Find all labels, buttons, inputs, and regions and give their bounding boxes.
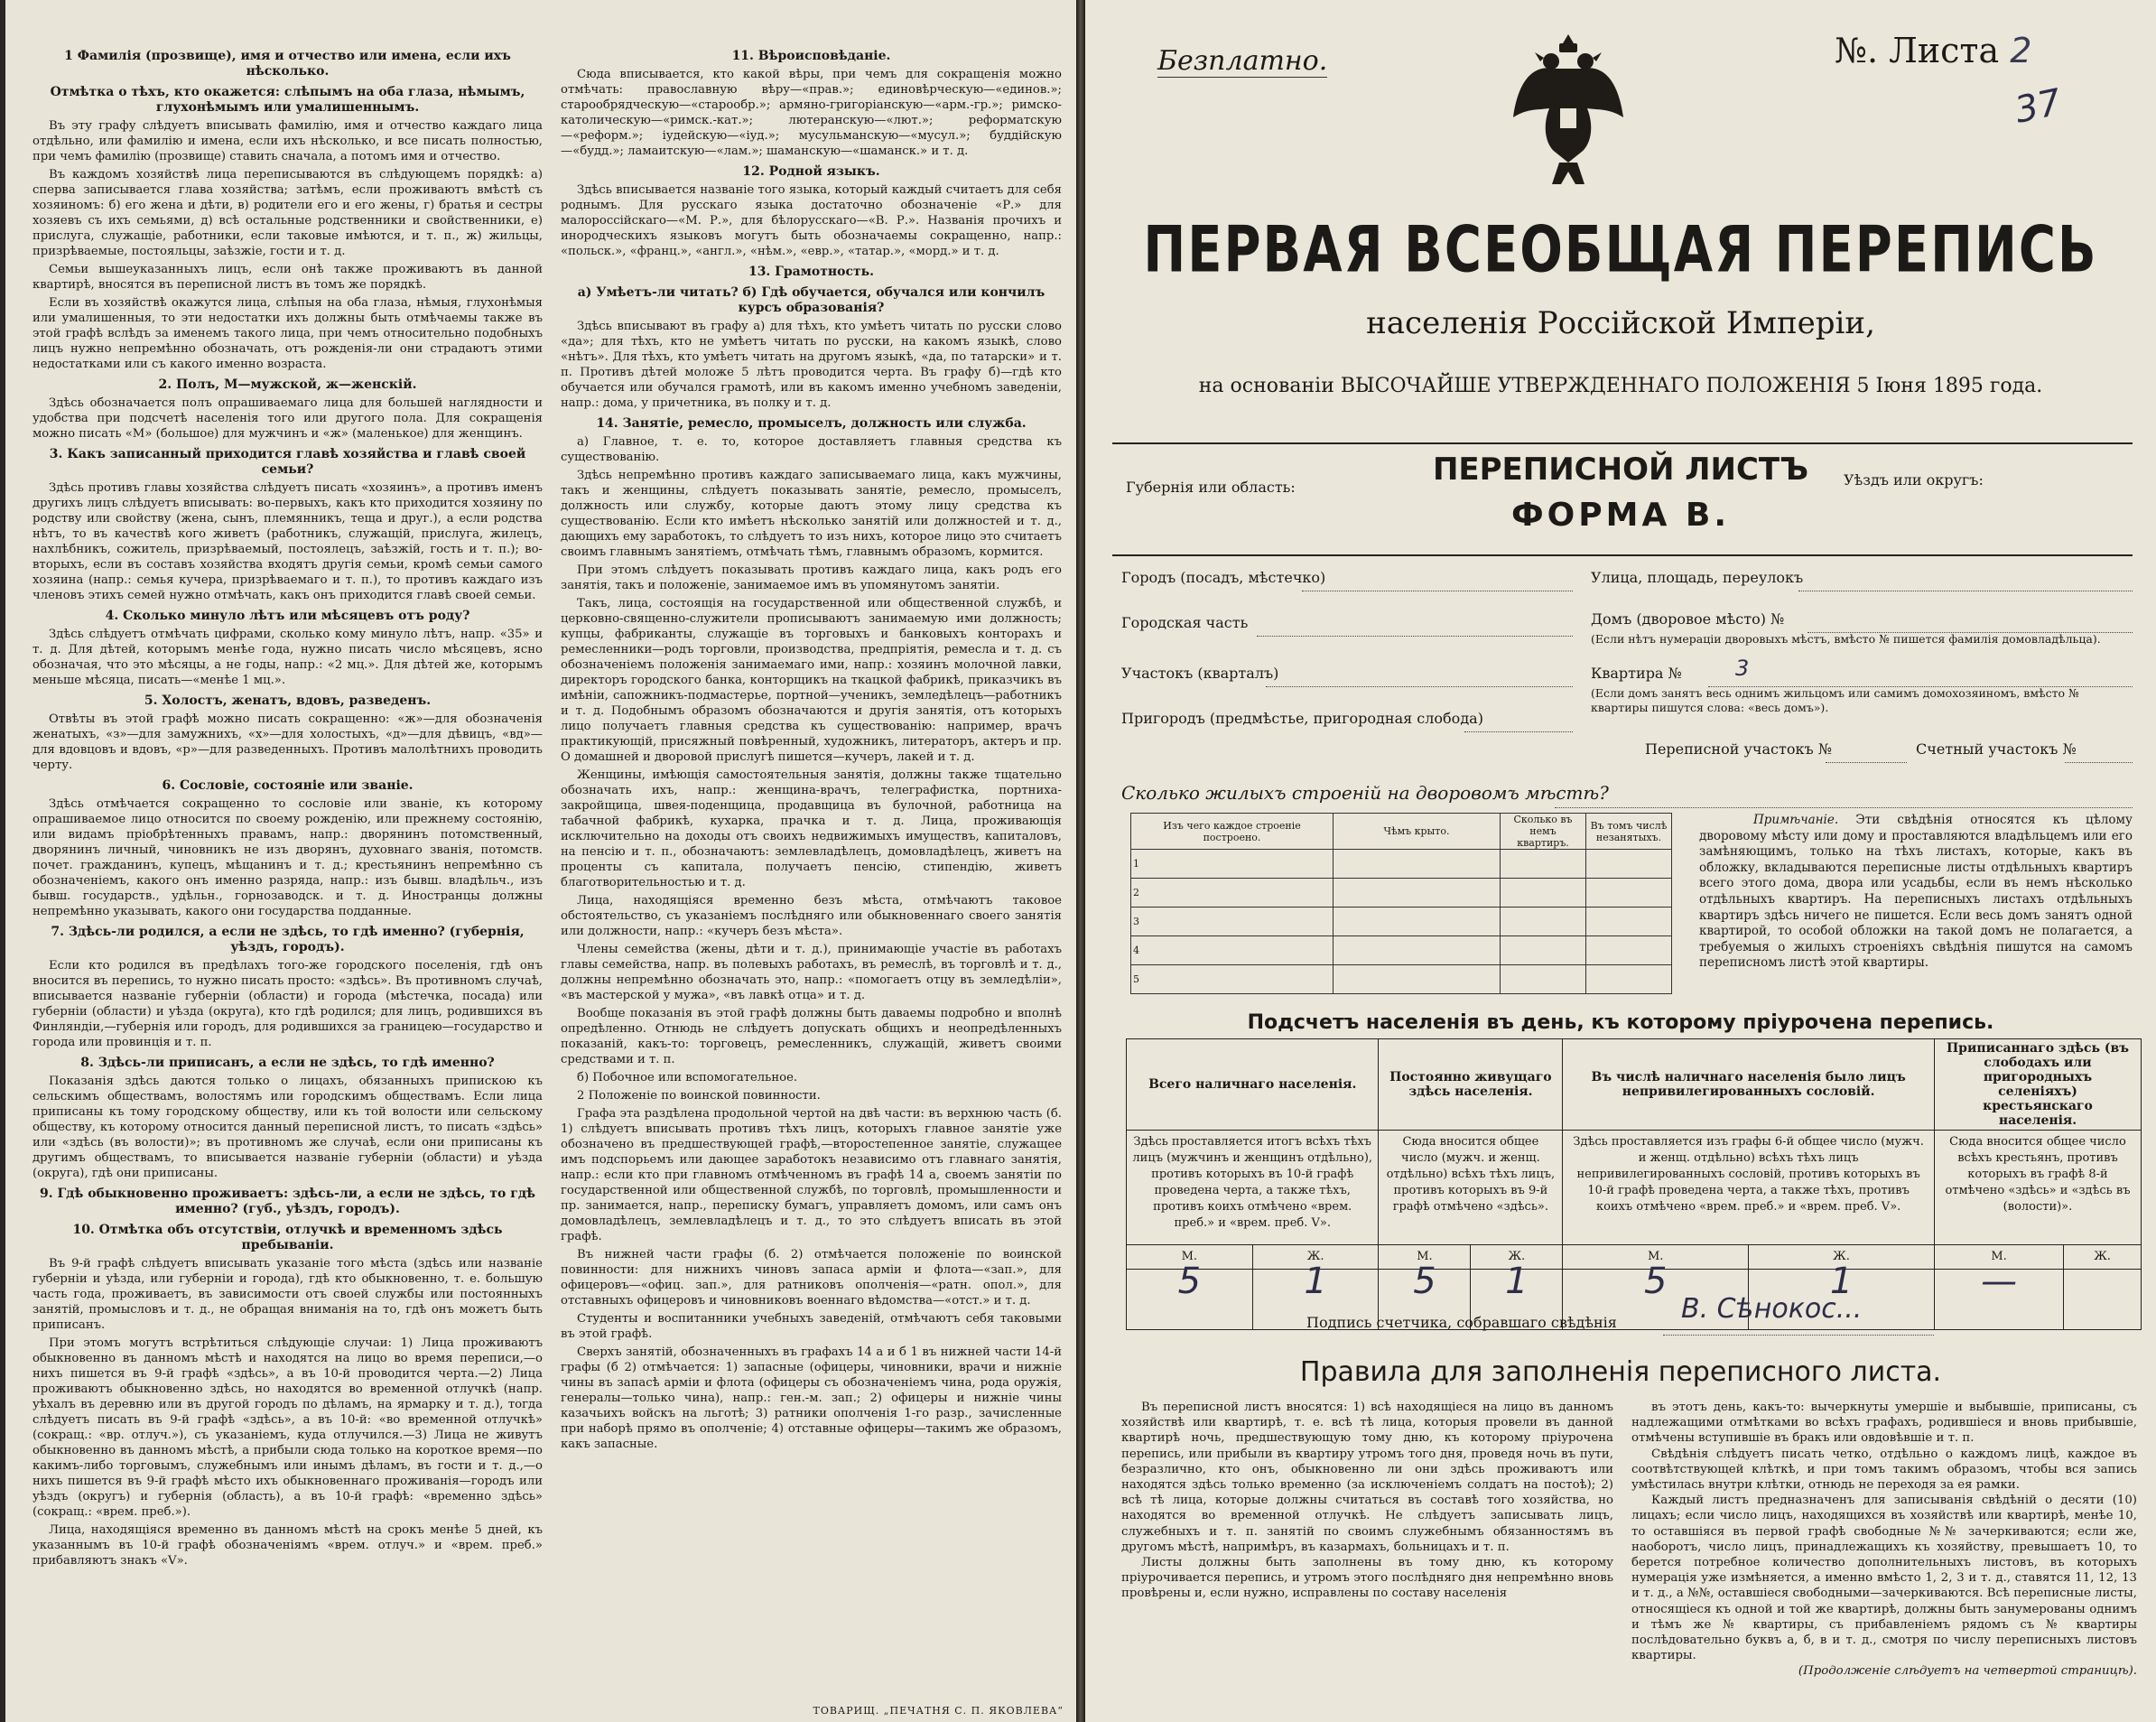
instruction-heading: а) Умѣетъ-ли читать? б) Гдѣ обучается, обучался или кончилъ курсъ образованія? — [577, 285, 1045, 315]
dom-label: Домъ (дворовое мѣсто) № — [1591, 610, 1785, 628]
uchastok-field[interactable] — [1266, 666, 1573, 687]
count-resident-m[interactable]: 5 — [1379, 1270, 1471, 1330]
count-desc: Здѣсь проставляется итогъ всѣхъ тѣхъ лицъ (мужчинъ и женщинъ отдѣльно), противъ которыхъ въ 10-й графѣ проведена черта, а также тѣхъ, противъ коихъ отмѣчено «врем. преб.» и «врем. преб. V». — [1127, 1131, 1379, 1245]
instruction-heading: 4. Сколько минуло лѣтъ или мѣсяцевъ отъ роду? — [105, 609, 470, 623]
buildings-title: Сколько жилыхъ строеній на дворовомъ мѣстѣ? — [1121, 782, 1609, 804]
instruction-paragraph: Здѣсь вписывают въ графу а) для тѣхъ, кто умѣетъ читать по русски слово «да»; для тѣхъ, кто не умѣетъ читать по русски, на какомъ языкѣ, слово «нѣтъ». Для тѣхъ, кто умѣетъ читать на другомъ языкѣ, «да, по татарски» и т. п. Противъ дѣтей моложе 5 лѣтъ проводится черта. Въ графу б)—гдѣ кто обучается или обучался грамотѣ, или въ какомъ именно учебномъ заведеніи, напр.: дома, у причетника, въ полку и т. д. — [561, 320, 1062, 410]
sheet-number-handwritten-2: 37 — [2011, 81, 2066, 132]
row-number: 3 — [1131, 908, 1152, 936]
instruction-paragraph: Въ каждомъ хозяйствѣ лица переписываются въ слѣдующемъ порядкѣ: а) сперва записывается глава хозяйства; затѣмъ, если проживаютъ вмѣстѣ съ хозяиномъ: б) его жена и дѣти, в) родители его и его жены, г) братья и сестры хозяевъ съ ихъ семьями, д) всѣ остальные родственники и свойственники, е) прислуга, служащіе, работники, если таковые имѣются, и т. п., ж) жильцы, призрѣваемые, постояльцы, заѣзжіе, гости и т. д. — [33, 168, 543, 258]
female-label: Ж. — [1252, 1245, 1379, 1270]
uezd-label: Уѣздъ или округъ: — [1844, 471, 1984, 489]
instruction-paragraph: Здѣсь обозначается полъ опрашиваемаго лица для большей наглядности и удобства при подсчетѣ населенія того или другого пола. Для сокращенія можно писать «М» (большое) для мужчинъ и «ж» (маленькое) для женщинъ. — [33, 396, 543, 441]
buildings-line — [1555, 787, 2133, 808]
male-label: М. — [1934, 1245, 2063, 1270]
instruction-paragraph: Сюда вписывается, кто какой вѣры, при чемъ для сокращенія можно отмѣчать: православную вѣру—«прав.»; единовѣрческую—«единов.»; старообрядческую—«старообр.»; армяно-григоріанскую—«арм.-гр.»; римско-католическую—«римск.-кат.»; лютеранскую—«лют.»; реформатскую—«реформ.»; іудейскую—«іуд.»; мусульманскую—«мусул.»; буддійскую—«будд.»; ламаитскую—«лам.»; шаманскую—«шаманск.» и т. д. — [561, 68, 1062, 158]
instruction-paragraph: Здѣсь отмѣчается сокращенно то сословіе или званіе, къ которому опрашиваемое лицо относится по своему рожденію, или прежнему состоянію, или видамъ пріобрѣтенныхъ правамъ, напр.: дворянинъ потомственный, дворянинъ личный, чиновникъ не изъ дворянъ, духовнаго званія, потомств. почет. гражданинъ, купецъ, мѣщанинъ и т. д.; крестьянинъ непремѣнно съ обозначеніемъ, какого онъ именно разряда, напр.: изъ бывш. владѣльч., изъ бывш. государств., удѣльн., горнозаводск. и т. д. Иностранцы должны непремѣнно указывать, какого они государства подданные. — [33, 797, 543, 918]
buildings-col-roof: Чѣмъ крыто. — [1334, 814, 1501, 850]
signature-label: Подпись счетчика, собравшаго свѣдѣнія — [1306, 1314, 1617, 1331]
instruction-heading: 6. Сословіе, состояніе или званіе. — [162, 778, 414, 793]
page-fold — [1076, 0, 1085, 1722]
rules-left-column — [1121, 1400, 1613, 1689]
sheet-number-handwritten: 2 — [2010, 31, 2032, 70]
uchastok-label: Участокъ (кварталъ) — [1121, 665, 1279, 682]
note-label: Примѣчаніе. — [1753, 813, 1839, 827]
count-nonpriv-m[interactable]: 5 — [1563, 1270, 1749, 1330]
count-peasant-m[interactable]: — — [1934, 1270, 2063, 1330]
instruction-paragraph: Студенты и воспитанники учебныхъ заведеній, отмѣчаютъ себя таковыми въ этой графѣ. — [561, 1312, 1062, 1341]
perepisnoy-uchastok-label: Переписной участокъ № — [1645, 740, 1832, 758]
instruction-paragraph: При этомъ могутъ встрѣтиться слѣдующіе случаи: 1) Лица проживаютъ обыкновенно въ данномъ мѣстѣ и находятся на лицо во время переписи,—о нихъ пишется въ 9-й графѣ «здѣсь», а въ 10-й проводится черта.—2) Лица проживаютъ обыкновенно здѣсь, но находятся во временной отлучкѣ (напр. уѣхалъ въ деревню или въ другой городъ по дѣламъ, на ярмарку и т. д.), тогда слѣдуетъ писать въ 9-й графѣ «здѣсь», а въ 10-й: «во временной отлучкѣ» (сокращ.: «вр. отлуч.»), съ указаніемъ, куда отлучился.—3) Лица не живутъ обыкновенно въ данномъ мѣстѣ, а прибыли сюда только на короткое время—по какимъ-либо торговымъ, служебнымъ или инымъ дѣламъ, въ гости и т. д.,—о нихъ пишется въ 9-й графѣ мѣсто ихъ обыкновеннаго проживанія—городъ или уѣздъ (округъ) и губернія (область), а въ 10-й графѣ: «временно здѣсь» (сокращ.: «врем. преб.»). — [33, 1336, 543, 1519]
instruction-paragraph: Здѣсь слѣдуетъ отмѣчать цифрами, сколько кому минуло лѣтъ, напр. «35» и т. д. Для дѣтей, которымъ менѣе года, нужно писать число мѣсяцевъ, ясно обозначая, что это мѣсяцы, а не годы, напр.: «2 мц.». Для дѣтей же, которымъ меньше мѣсяца, писать—«менѣе 1 мц.». — [33, 628, 543, 687]
form-subtitle: ФОРМА В. — [1510, 497, 1731, 534]
table-row — [1131, 850, 1672, 879]
rules-paragraph: Каждый листъ предназначенъ для записыванія свѣдѣній о десяти (10) лицахъ; если число лицъ, находящихся въ хозяйствѣ или квартирѣ, менѣе 10, то оставшіяся въ первой графѣ свободные №№ зачеркиваются; если же, наоборотъ, число лицъ, принадлежащихъ къ хозяйству, превышаетъ 10, то берется потребное количество дополнительныхъ листовъ, въ которыхъ нумерація уже измѣняется, а именно вмѣсто 1, 2, 3 и т. д., ставятся 11, 12, 13 и т. д., а №№, оставшіеся свободными—зачеркиваются. Всѣ переписные листы, относящіеся къ одной и той же квартирѣ, должны быть занумерованы однимъ и тѣмъ же № квартиры, съ прибавленіемъ рядомъ съ № квартиры послѣдовательно буквъ а, б, в и т. д., смотря по числу переписныхъ листовъ квартиры. — [1631, 1494, 2137, 1663]
gorodskaya-chast-label: Городская часть — [1121, 614, 1249, 631]
female-label: Ж. — [2064, 1245, 2142, 1270]
table-row — [1131, 965, 1672, 994]
instruction-heading: 5. Холостъ, женатъ, вдовъ, разведенъ. — [144, 693, 432, 708]
count-col-resident: Постоянно живущаго здѣсь населенія. — [1379, 1039, 1563, 1131]
instruction-heading: 2. Полъ, М—мужской, ж—женскій. — [158, 377, 417, 392]
instruction-paragraph: Въ нижней части графы (б. 2) отмѣчается положеніе по воинской повинности: для нижнихъ чиновъ запаса армiи и флота—«зап.», для офицеровъ—«офиц. зап.», для ратниковъ ополченія—«ратн. опол.», для отставныхъ офицеровъ и чиновниковъ военнаго вѣдомства—«отст.» и т. д. — [561, 1248, 1062, 1308]
female-label: Ж. — [1471, 1245, 1563, 1270]
count-present-f[interactable]: 1 — [1252, 1270, 1379, 1330]
kvartira-field[interactable] — [1708, 666, 2133, 687]
rules-continued: (Продолженіе слѣдуетъ на четвертой страницѣ). — [1798, 1664, 2137, 1679]
instruction-paragraph: Отвѣты въ этой графѣ можно писать сокращенно: «ж»—для обозначенія женатыхъ, «з»—для замужнихъ, «х»—для холостыхъ, «д»—для дѣвицъ, «вд»—для вдовцовъ и вдовъ, «р»—для разведенныхъ. Противъ малолѣтнихъ проводить черту. — [33, 712, 543, 772]
instruction-paragraph: Если въ хозяйствѣ окажутся лица, слѣпыя на оба глаза, нѣмыя, глухонѣмыя или умалишенныя, то эти недостатки ихъ должны быть отмѣчаемы также въ этой графѣ вслѣдъ за именемъ такого лица, при чемъ относительно подобныхъ лицъ нужно непремѣнно обозначать, отъ рожденія-ли они страдаютъ этими недостатками или съ какого именно возраста. — [33, 296, 543, 371]
count-peasant-f[interactable] — [2064, 1270, 2142, 1330]
instruction-paragraph: Въ 9-й графѣ слѣдуетъ вписывать указаніе того мѣста (здѣсь или названіе губерніи и уѣзда, или губерніи и города), гдѣ кто обыкновенно, т. е. большую часть года, проживаетъ, въ зависимости отъ своей службы или постоянныхъ занятій, промысловъ и т. д., не обращая вниманія на то, гдѣ онъ можетъ быть приписанъ. — [33, 1257, 543, 1332]
instruction-paragraph: Вообще показанія въ этой графѣ должны быть даваемы подробно и вполнѣ опредѣленно. Отнюдь не слѣдуетъ допускать общихъ и неопредѣленныхъ показаній, какъ-то: торговецъ, ремесленникъ, служащій, живетъ своими средствами и т. п. — [561, 1007, 1062, 1066]
instruction-paragraph: Здѣсь непремѣнно противъ каждаго записываемаго лица, какъ мужчины, такъ и женщины, слѣдуетъ показывать занятіе, ремесло, промыселъ, должность или службу, которые даютъ этому лицу средства къ существованію. Если кто имѣетъ нѣсколько занятій или должностей и т. д., дающихъ ему заработокъ, то слѣдуетъ то изъ нихъ, которое лицо это считаетъ своимъ главнымъ занятіемъ, отмѣчать тѣмъ, главнымъ образомъ, кормится. — [561, 469, 1062, 559]
count-values-row — [1127, 1270, 2142, 1330]
row-number: 5 — [1131, 965, 1152, 994]
buildings-header — [1131, 814, 1672, 850]
count-desc-row — [1127, 1131, 2142, 1245]
gubernia-label: Губернія или область: — [1126, 479, 1296, 496]
ulica-label: Улица, площадь, переулокъ — [1591, 569, 1804, 586]
double-headed-eagle-emblem — [1510, 27, 1627, 190]
rules-right-column — [1631, 1400, 2137, 1689]
instruction-paragraph: 2 Положеніе по воинской повинности. — [577, 1089, 821, 1103]
instruction-heading: 10. Отмѣтка объ отсутствіи, отлучкѣ и временномъ здѣсь пребываніи. — [72, 1223, 503, 1252]
row-number: 1 — [1131, 850, 1152, 879]
male-label: М. — [1379, 1245, 1471, 1270]
gorodskaya-chast-field[interactable] — [1257, 616, 1573, 637]
instruction-paragraph: Здѣсь вписывается названіе того языка, который каждый считаетъ для себя роднымъ. Для русскаго языка достаточно обозначеніе «Р.» для малороссійскаго—«М. Р.», для бѣлорусскаго—«В. Р.». Названія прочихъ и инородческихъ языковъ могутъ быть обозначаемы сокращенно, напр.: «польск.», «франц.», «англ.», «нѣм.», «евр.», «татар.», «морд.» и т. д. — [561, 183, 1062, 258]
instruction-heading: 9. Гдѣ обыкновенно проживаетъ: здѣсь-ли, а если не здѣсь, то гдѣ именно? (губ., уѣздъ, городъ). — [39, 1187, 535, 1216]
prigorod-field[interactable] — [1464, 712, 1573, 732]
kvartira-label: Квартира № — [1591, 665, 1682, 682]
instruction-heading: 14. Занятіе, ремесло, промыселъ, должность или служба. — [596, 416, 1027, 431]
buildings-col-material: Изъ чего каждое строеніе построено. — [1131, 814, 1334, 850]
dom-field[interactable] — [1808, 612, 2133, 633]
instruction-paragraph: Члены семейства (жены, дѣти и т. д.), принимающіе участіе въ работахъ главы семейства, напр. въ полевыхъ работахъ, въ ремеслѣ, въ торговлѣ и т. д., должны непремѣнно обозначать это, напр.: «помогаетъ отцу въ земледѣліи», «въ мастерской у мужа», «въ лавкѣ отца» и т. д. — [561, 943, 1062, 1002]
instructions-column-2 — [561, 43, 1062, 1696]
male-label: М. — [1563, 1245, 1749, 1270]
prigorod-label: Пригородъ (предмѣстье, пригородная слобода) — [1121, 710, 1483, 727]
gorod-label: Городъ (посадъ, мѣстечко) — [1121, 569, 1326, 586]
female-label: Ж. — [1749, 1245, 1935, 1270]
male-label: М. — [1127, 1245, 1253, 1270]
instruction-heading: 12. Родной языкъ. — [742, 164, 880, 179]
instruction-paragraph: Женщины, имѣющія самостоятельныя занятія, должны также тщательно обозначать ихъ, напр.: женщина-врачъ, телеграфистка, портниха-закройщица, швея-поденщица, продавщица въ булочной, работница на табачной фабрикѣ, кухарка, прачка и т. д. Лица, проживающія исключительно на доходы отъ своихъ недвижимыхъ имуществъ, капиталовъ, на пенсію и т. п., обозначаютъ: землевладѣлецъ, домовладѣлецъ, живетъ на проценты съ капитала, получаетъ пенсію, стипендію, живетъ благотворительностью и т. д. — [561, 768, 1062, 889]
rules-paragraph: въ этотъ день, какъ-то: вычеркнуты умершіе и выбывшіе, приписаны, съ надлежащими отмѣтками во всѣхъ графахъ, родившіеся и вновь прибывшіе, отмѣчены вступившіе въ бракъ или овдовѣвшіе и т. п. — [1631, 1401, 2137, 1446]
table-row — [1131, 936, 1672, 965]
instruction-paragraph: При этомъ слѣдуетъ показывать противъ каждаго лица, какъ родъ его занятія, такъ и положеніе, занимаемое имъ въ упомянутомъ занятіи. — [561, 563, 1062, 592]
form-title: ПЕРЕПИСНОЙ ЛИСТЪ — [1432, 451, 1809, 488]
instruction-paragraph: Такъ, лица, состоящія на государственной или общественной службѣ, и церковно-священно-служители прописываютъ занимаемую ими должность; купцы, фабриканты, служащіе въ торговыхъ и банковыхъ конторахъ и ремесленники—родъ торговли, производства, предпріятія, ремесла и т. д. съ обозначеніемъ положенія занимаемаго ими, напр.: хозяинъ молочной лавки, директоръ городского банка, конторщикъ на ткацкой фабрикѣ, приказчикъ въ имѣніи, сапожникъ-подмастерье, портной—ученикъ, земледѣлецъ—работникъ и т. д. Подобнымъ образомъ обозначаются и другія занятія, отъ которыхъ лицо получаетъ главныя средства къ существованію: например, врачъ практикующій, присяжный повѣренный, художникъ, литераторъ, актеръ и пр. О домашней и дворовой прислугѣ пишется—кучеръ, лакей и т. д. — [561, 597, 1062, 764]
census-subtitle: населенія Россійской Имперіи, — [1366, 305, 1875, 341]
kvartira-note: (Если домъ занятъ весь однимъ жильцомъ или самимъ домохозяиномъ, вмѣсто № квартиры пишутся слова: «весь домъ»). — [1591, 686, 2079, 714]
rules-paragraph: Листы должны быть заполнены въ тому дню, къ которому пріурочивается перепись, и утромъ этого послѣдняго дня непремѣнно вновь провѣрены и, если нужно, исправлены по составу населенія — [1121, 1556, 1613, 1601]
count-col-nonprivileged: Въ числѣ наличнаго населенія было лицъ непривилегированныхъ сословій. — [1563, 1039, 1935, 1131]
rules-title: Правила для заполненія переписного листа. — [1299, 1356, 1942, 1388]
ulica-field[interactable] — [1798, 571, 2133, 591]
gorod-field[interactable] — [1302, 571, 1573, 591]
instructions-column-1 — [33, 43, 543, 1696]
instruction-paragraph: Здѣсь противъ главы хозяйства слѣдуетъ писать «хозяинъ», а противъ именъ другихъ лицъ слѣдуетъ вписывать: во-первыхъ, какъ кто приходится хозяину по родству или свойству (жена, сынъ, племянникъ, теща и друг.), а если родства нѣтъ, то въ качествѣ кого живетъ (работникъ, служащій, прислуга, жилецъ, нахлѣбникъ, сожитель, призрѣваемый, постоялецъ, заѣзжій, гость и т. п.); во-вторыхъ, если въ составъ хозяйства входятъ другія семьи, кромѣ семьи самого хозяина (напр.: семья кучера, призрѣваемаго и т. п.), то противъ каждаго изъ членовъ этихъ семей нужно отмѣчать, какъ онъ приходится главѣ своей семьи. — [33, 481, 543, 602]
legal-basis: на основаніи ВЫСОЧАЙШЕ УТВЕРЖДЕННАГО ПОЛОЖЕНІЯ 5 Іюня 1895 года. — [1198, 375, 2043, 397]
buildings-col-vacant: Въ томъ числѣ незанятыхъ. — [1586, 814, 1672, 850]
instruction-heading: 3. Какъ записанный приходится главѣ хозяйства и главѣ своей семьи? — [49, 447, 526, 477]
instruction-paragraph: б) Побочное или вспомогательное. — [577, 1071, 798, 1084]
count-desc: Сюда вносится общее число (мужч. и женщ. отдѣльно) всѣхъ тѣхъ лицъ, противъ которыхъ въ 9-й графѣ отмѣчено «здѣсь». — [1379, 1131, 1563, 1245]
instruction-paragraph: Въ эту графу слѣдуетъ вписывать фамилію, имя и отчество каждаго лица отдѣльно, или фамилію и имена, если ихъ нѣсколько, и все писать полностью, при чемъ фамилію (прозвище) ставить сначала, а потомъ имя и отчество. — [33, 119, 543, 163]
sheet-number-label: №. Листа — [1835, 31, 2000, 70]
buildings-table — [1130, 813, 1672, 994]
instruction-paragraph: Показанія здѣсь даются только о лицахъ, обязанныхъ припискою къ сельскимъ обществамъ, волостямъ или городскимъ обществамъ. Если лица приписаны къ тому городскому обществу, или къ той волости или сельскому обществу, къ которому относится данный переписной листъ, то писать «здѣсь» или «здѣсь (въ волости)»; въ противномъ же случаѣ, если они приписаны къ другимъ обществамъ, то вписывается названіе губерніи (области) и уѣзда (округа), гдѣ они приписаны. — [33, 1075, 543, 1180]
buildings-note — [1699, 813, 2133, 972]
count-desc: Здѣсь проставляется изъ графы 6-й общее число (мужч. и женщ. отдѣльно) всѣхъ тѣхъ лицъ непривилегированныхъ сословій, противъ которыхъ въ 10-й графѣ проведена черта, а также тѣхъ, противъ коихъ отмѣчено «врем. преб.» и «врем. преб. V». — [1563, 1131, 1935, 1245]
perepisnoy-uchastok-field[interactable] — [1826, 742, 1907, 763]
instruction-paragraph: Графа эта раздѣлена продольной чертой на двѣ части: въ верхнюю часть (б. 1) слѣдуетъ вписывать противъ тѣхъ лицъ, которыхъ главное занятіе уже обозначено въ предшествующей графѣ,—второстепенное занятіе, служащее имъ подспорьемъ или дающее заработокъ независимо отъ главнаго занятія, напр.: если кто при главномъ отмѣченномъ въ графѣ 14 а, своемъ занятіи по государственной или общественной службѣ, по торговлѣ, промышленности и пр. занимается, напр., переписку бумагъ, управляетъ домомъ, или самъ онъ домовладѣлецъ, землевладѣлецъ и т. д., то это слѣдуетъ вписать въ этой графѣ. — [561, 1107, 1062, 1243]
instruction-paragraph: Лица, находящіяся временно въ данномъ мѣстѣ на срокъ менѣе 5 дней, къ указаннымъ въ 10-й графѣ обозначеніямъ «врем. отлуч.» и «врем. преб.» прибавляютъ знакъ «V». — [33, 1523, 543, 1568]
count-resident-f[interactable]: 1 — [1471, 1270, 1563, 1330]
row-number: 2 — [1131, 879, 1152, 908]
note-text: Эти свѣдѣнія относятся къ цѣлому дворовому мѣсту или дому и проставляются владѣльцемъ или его замѣняющимъ, только на тѣхъ листахъ, которые, какъ въ обложку, вкладываются переписные листы отдѣльныхъ квартиръ всего этого дома, двора или усадьбы, если въ немъ нѣсколько отдѣльныхъ квартиръ. На переписныхъ листахъ отдѣльныхъ квартиръ здѣсь ничего не пишется. Если весь домъ занятъ одной квартирой, то особой обложки на такой домъ не полагается, а требуемыя о жилыхъ строеніяхъ свѣдѣнія пишутся на самомъ переписномъ листѣ этой квартиры. — [1699, 813, 2133, 971]
count-desc: Сюда вносится общее число всѣхъ крестьянъ, противъ которыхъ въ графѣ 8-й отмѣчено «здѣсь» и «здѣсь въ (волости)». — [1934, 1131, 2141, 1245]
table-row — [1131, 908, 1672, 936]
count-col-peasants: Приписаннаго здѣсь (въ слободахъ или пригородныхъ селеніяхъ) крестьянскаго населенія. — [1934, 1039, 2141, 1131]
count-title: Подсчетъ населенія въ день, къ которому пріурочена перепись. — [1247, 1011, 1994, 1034]
instruction-paragraph: Семьи вышеуказанныхъ лицъ, если онѣ также проживаютъ въ данной квартирѣ, вносятся въ переписной листъ въ томъ же порядкѣ. — [33, 263, 543, 292]
instruction-heading: Отмѣтка о тѣхъ, кто окажется: слѣпымъ на оба глаза, нѣмымъ, глухонѣмымъ или умалишеннымъ. — [50, 85, 525, 115]
table-row — [1131, 879, 1672, 908]
count-header — [1127, 1039, 2142, 1131]
count-nonpriv-f[interactable]: 1 — [1749, 1270, 1935, 1330]
census-form-page — [1085, 0, 2156, 1722]
instruction-heading: 1 Фамилія (прозвище), имя и отчество или имена, если ихъ нѣсколько. — [64, 49, 511, 79]
count-col-present: Всего наличнаго населенія. — [1127, 1039, 1379, 1131]
count-present-m[interactable]: 5 — [1127, 1270, 1253, 1330]
free-label: Безплатно. — [1157, 45, 1328, 77]
instruction-heading: 8. Здѣсь-ли приписанъ, а если не здѣсь, то гдѣ именно? — [80, 1056, 495, 1070]
rules-paragraph: Въ переписной листъ вносятся: 1) всѣ находящіеся на лицо въ данномъ хозяйствѣ или квартирѣ, т. е. всѣ тѣ лица, которыя провели въ данной квартирѣ ночь, предшествующую тому дню, къ которому пріурочена перепись, или прибыли въ квартиру утромъ того дня, проведя ночь въ пути, безразлично, кто онъ, обыкновенно ли они здѣсь проживаютъ или находятся здѣсь только временно (за исключеніемъ солдатъ на постоѣ); 2) всѣ тѣ лица, которые должны считаться въ составѣ того хозяйства, но находятся во временной отлучкѣ. Не слѣдуетъ записывать лицъ, служебныхъ и т. п. занятій по своимъ служебнымъ обязанностямъ въ другомъ мѣстѣ, напримѣръ, въ казармахъ, больницахъ и т. п. — [1121, 1401, 1613, 1554]
instruction-paragraph: Если кто родился въ предѣлахъ того-же городского поселенія, гдѣ онъ вносится въ перепись, то нужно писать просто: «здѣсь». Въ противномъ случаѣ, вписывается названіе губерніи (области) и города (мѣстечка, посада) или губерніи (области) и уѣзда (округа), кто гдѣ родился; для лицъ, родившихся въ Финляндіи,—губернія или городъ, для родившихся за границею—государство и города или провинція и т. п. — [33, 959, 543, 1049]
instruction-paragraph: Лица, находящіяся временно безъ мѣста, отмѣчаютъ таковое обстоятельство, съ указаніемъ послѣдняго или обыкновеннаго своего занятія или должности, напр.: «кучеръ безъ мѣста». — [561, 894, 1062, 938]
schetny-uchastok-field[interactable] — [2065, 742, 2133, 763]
rules-paragraph: Свѣдѣнія слѣдуетъ писать четко, отдѣльно о каждомъ лицѣ, каждое въ соотвѣтствующей клѣткѣ, и при томъ такимъ образомъ, чтобы вся запись умѣстилась внутри клѣтки, отнюдь не переходя за ея рамки. — [1631, 1447, 2137, 1493]
sheet-number — [1835, 31, 2031, 70]
instruction-heading: 13. Грамотность. — [748, 265, 875, 279]
census-title: ПЕРВАЯ ВСЕОБЩАЯ ПЕРЕПИСЬ — [1143, 213, 2098, 288]
instruction-paragraph: Сверхъ занятій, обозначенныхъ въ графахъ 14 а и б 1 въ нижней части 14-й графы (б 2) отмѣчается: 1) запасные (офицеры, чиновники, врачи и нижніе чины въ запасѣ арміи и флота (офицеры съ обозначеніемъ чина, рода оружія, генералы—только чина), напр.: ген.-м. зап.; 2) офицеры и нижніе чины казачьихъ войскъ на льготѣ; 3) ратники ополченія 1-го разр., зачисленные при наборѣ прямо въ ополченіе; 4) отставные офицеры—такимъ же образомъ, какъ запасные. — [561, 1345, 1062, 1451]
population-count-table — [1126, 1038, 2142, 1330]
dom-note: (Если нѣтъ нумераціи дворовыхъ мѣстъ, вмѣсто № пишется фамилія домовладѣльца). — [1591, 632, 2101, 646]
left-page — [5, 0, 1076, 1722]
instruction-heading: 7. Здѣсь-ли родился, а если не здѣсь, то гдѣ именно? (губернія, уѣздъ, городъ). — [51, 925, 525, 954]
row-number: 4 — [1131, 936, 1152, 965]
instruction-paragraph: а) Главное, т. е. то, которое доставляетъ главныя средства къ существованію. — [561, 435, 1062, 464]
signature-value: В. Сѣнокос... — [1681, 1293, 1863, 1325]
buildings-col-flats: Сколько въ немъ квартиръ. — [1501, 814, 1586, 850]
schetny-uchastok-label: Счетный участокъ № — [1916, 740, 2077, 758]
printer-imprint: ТОВАРИЩ. „ПЕЧАТНЯ С. П. ЯКОВЛЕВА“ — [813, 1705, 1064, 1717]
kvartira-value: 3 — [1735, 656, 1750, 681]
instruction-heading: 11. Вѣроисповѣданіе. — [731, 49, 891, 63]
